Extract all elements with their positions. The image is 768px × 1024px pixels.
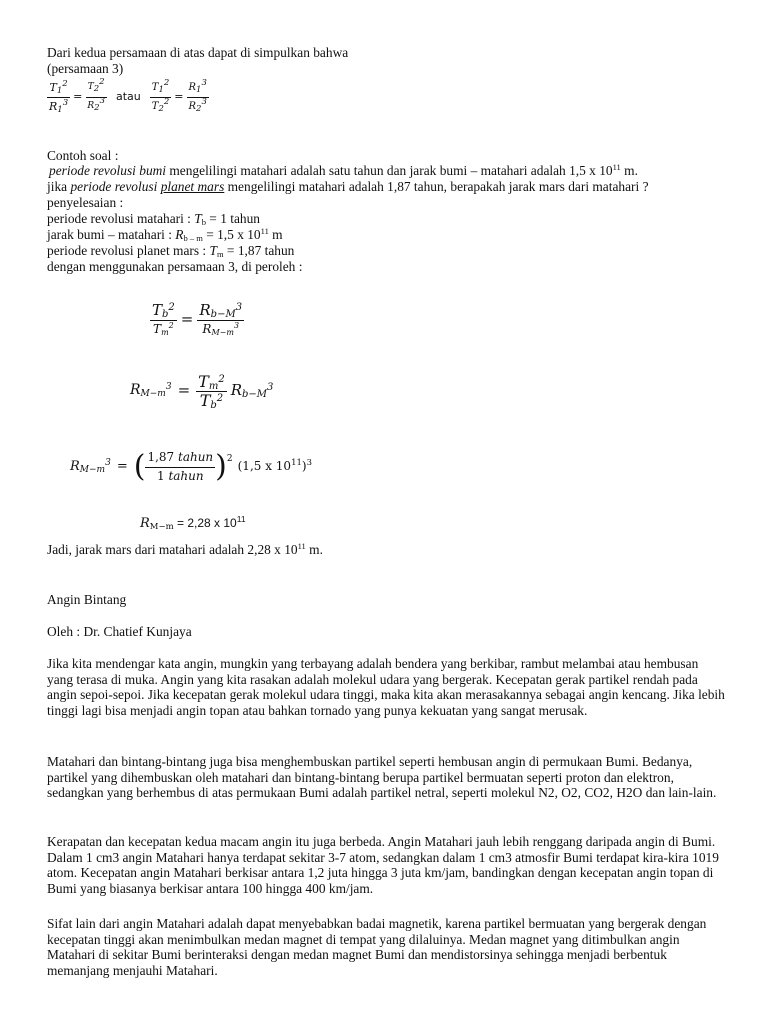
substitution-numerator: 1,87 tahun [145,450,215,468]
eq1-fraction-left: $\frac{T_1^2}{R_1^3}$ [49,79,69,115]
article-paragraph-4: Sifat lain dari angin Matahari adalah dapat menyebabkan badai magnetik, karena partikel bermuatan yang bergerak dengan kecepatan tinggi akan menimbulkan medan magnet di tempat yang dilaluinya. Medan magnet yang ditimbulkan angin Matahari di sekitar Bumi berinteraksi dengan medan magnet Bumi dan mendistorsinya sehingga menjadi berbentuk memanjang menjauhi Matahari. [47,916,707,978]
article-paragraph-2: Matahari dan bintang-bintang juga bisa menghembuskan partikel seperti hembusan angin di permukaan Bumi. Bedanya, partikel yang dihembuskan oleh matahari dan bintang-bintang berupa partikel bermuatan seperti proton dan elektron, sedangkan yang berhembus di atas permukaan Bumi adalah partikel netral, seperti molekul N2, O2, CO2, H2O dan lain-lain. [47,754,717,800]
substitution-denominator: 1 tahun [157,468,204,483]
kepler-equation: $\frac{T_1^2}{R_1^3}$ = $\frac{T_2^2}{R_2^3}$ atau $\frac{T_1^2}{T_2^2}$ = $\frac{R_1^3}{R_2^3}$ [49,77,207,115]
intro-line-1: Dari kedua persamaan di atas dapat di simpulkan bahwa [47,45,349,60]
example-heading: Contoh soal : [47,148,119,163]
article-paragraph-1: Jika kita mendengar kata angin, mungkin yang terbayang adalah bendera yang berkibar, rambut melambai atau hembusan yang terasa di muka. Angin yang kita rasakan adalah molekul udara yang bergerak. Kecepatan gerak partikel rendah pada angin sepoi-sepoi. Jika kecepatan gerak molekul udara tinggi, maka kita akan merasakannya sebagai angin kencang. Jika lebih tinggi lagi bisa menjadi angin topan atau bahkan tornado yang punya kekuatan yang sangat merusak. [47,656,725,718]
eq1-fraction-right: $\frac{T_2^2}{R_2^3}$ [87,77,105,113]
eq-atau-word: atau [115,90,141,104]
article-paragraph-3: Kerapatan dan kecepatan kedua macam angin itu juga berbeda. Angin Matahari jauh lebih renggang daripada angin di Bumi. Dalam 1 cm3 angin Matahari hanya terdapat sekitar 3-7 atom, sedangkan dalam 1 cm3 atmosfir Bumi terdapat kira-kira 1019 atom. Kecepatan angin Matahari berkisar antara 1,2 juta hingga 3 juta km/jam, bandingkan dengan kecepatan angin topan di Bumi yang biasanya berkisar antara 100 hingga 400 km/jam. [47,834,719,896]
example-line-3: penyelesaian : [47,195,124,210]
article-title: Angin Bintang [47,592,127,607]
eq2-fraction-right: $\frac{R_1^3}{R_2^3}$ [188,78,207,114]
eq2-fraction-left: $\frac{T_1^2}{T_2^2}$ [151,78,170,114]
substitution-distance: (1,5 x $10^{11})^3$ [237,458,312,474]
example-line-1: periode revolusi bumi mengelilingi matahari adalah satu tahun dan jarak bumi – matahari adalah 1,5 x $10^{11}$ m. [49,162,638,178]
equation-ratio: $\frac{T_b^2}{T_m^2}$ = $\frac{R_{b-M}^3}{R_{M-m}^3}$ [152,301,243,337]
equation-substitution: $R_{M-m}^3$ = ( $\frac{\text{1,87 tahun}}{\text{1 tahun}}$ ) 2 (1,5 x $10^{11})^3$ [70,449,312,484]
example-line-6: periode revolusi planet mars : $T_m = 1,87$ tahun [47,243,295,259]
example-line-2: jika periode revolusi planet mars mengelilingi matahari adalah 1,87 tahun, berapakah jarak mars dari matahari ? [47,179,649,194]
equation-result: $R_{M-m} = 2,28$ x $10^{11}$ [140,514,246,532]
article-author: Oleh : Dr. Chatief Kunjaya [47,624,192,639]
intro-line-2: (persamaan 3) [47,61,124,76]
example-line-5: jarak bumi – matahari : $R_{b - m} = 1,5$ x $10^{11}$ m [47,226,283,243]
example-conclusion: Jadi, jarak mars dari matahari adalah 2,28 x $10^{11}$ m. [47,541,323,557]
equation-solve: $R_{M-m}^3$ = $\frac{T_m^2}{T_b^2}$ $R_{b-M}^3$ [130,372,274,411]
example-line-4: periode revolusi matahari : $T_b = 1$ tahun [47,211,260,227]
example-line-7: dengan menggunakan persamaan 3, di peroleh : [47,259,303,274]
